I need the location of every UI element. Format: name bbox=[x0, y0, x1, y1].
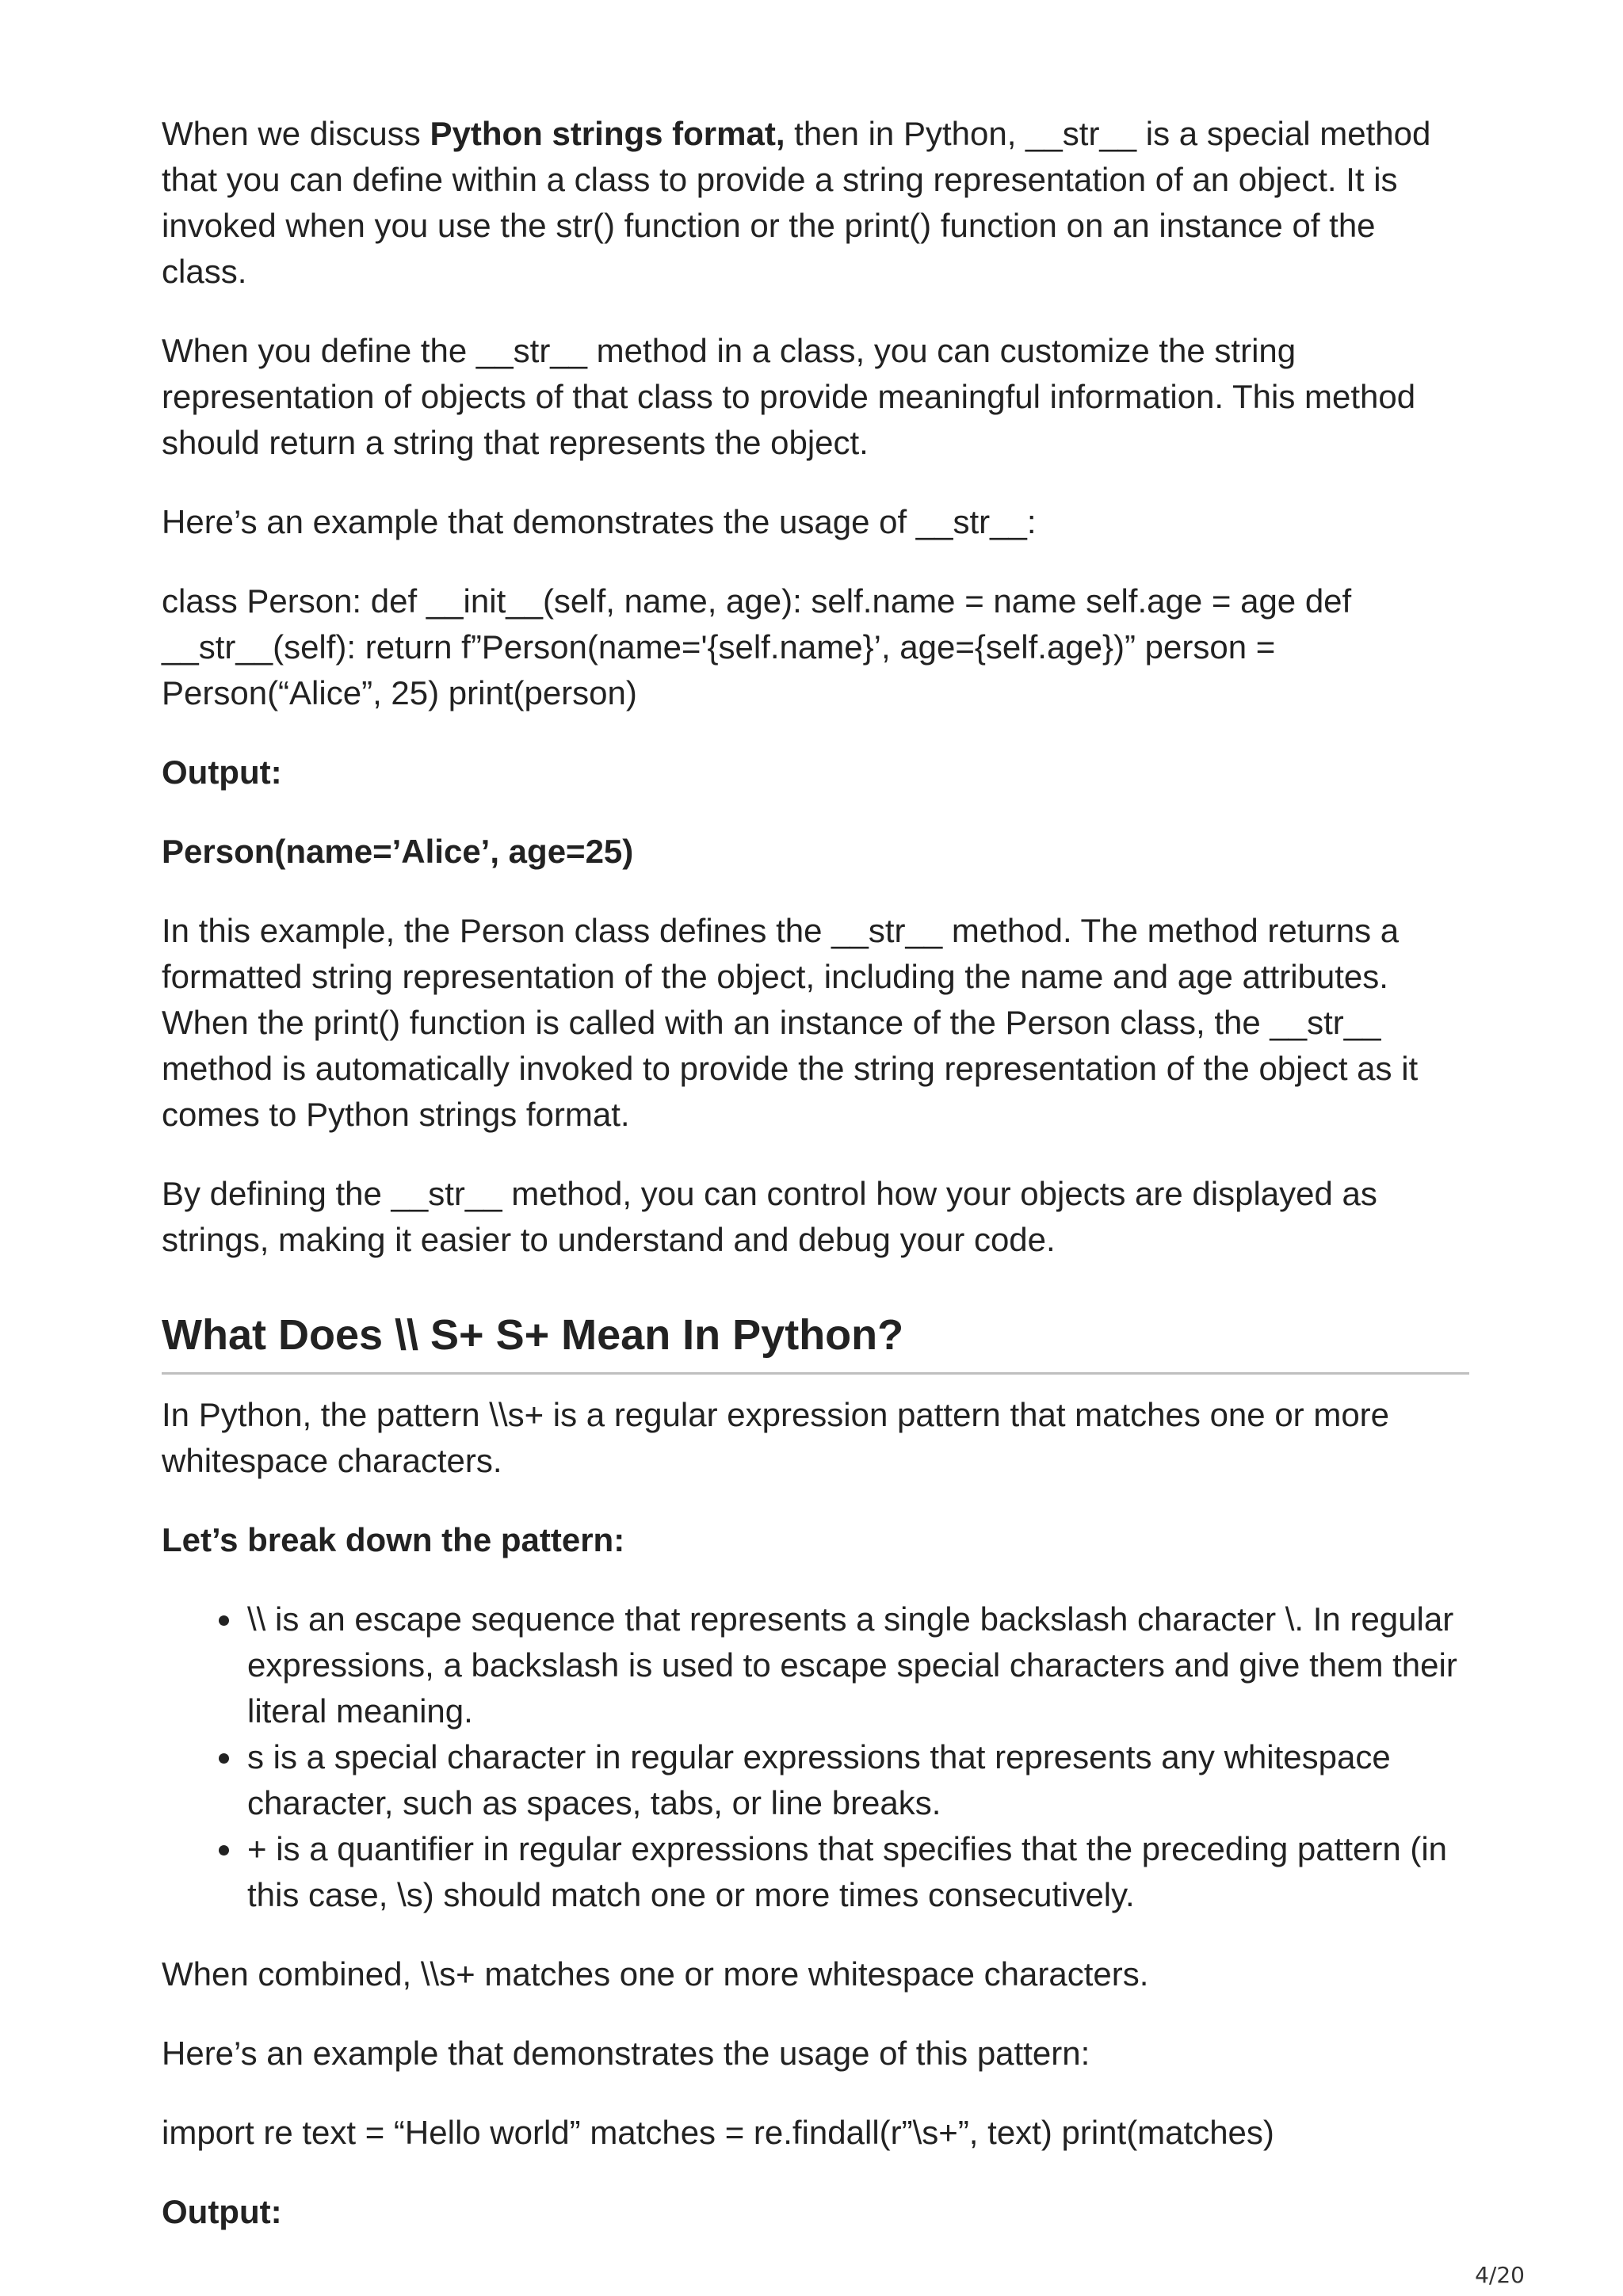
document-page bbox=[162, 111, 1469, 2268]
output-value: Person(name=’Alice’, age=25) bbox=[162, 833, 634, 870]
code-example-person: class Person: def __init__(self, name, age): self.name = name self.age = age def __str__(self): return f”Person(name='{self.name}’, age={self.age})” person = Person(“Alice”, 25) print(person) bbox=[162, 582, 1352, 711]
output-label: Output: bbox=[162, 753, 282, 791]
output-label-2: Output: bbox=[162, 2193, 282, 2230]
paragraph-summary: By defining the __str__ method, you can control how your objects are displayed as strings, making it easier to understand and debug your code. bbox=[162, 1175, 1377, 1258]
paragraph-example-intro: Here’s an example that demonstrates the usage of __str__: bbox=[162, 503, 1037, 540]
intro-bold-phrase: Python strings format, bbox=[430, 115, 785, 152]
paragraph-define-str: When you define the __str__ method in a class, you can customize the string representation of objects of that class to provide meaningful information. This method should return a string that represents the object. bbox=[162, 332, 1416, 461]
intro-text-start: When we discuss bbox=[162, 115, 430, 152]
paragraph-example-intro-2: Here’s an example that demonstrates the usage of this pattern: bbox=[162, 2035, 1090, 2072]
breakdown-label: Let’s break down the pattern: bbox=[162, 1521, 625, 1558]
paragraph-explanation: In this example, the Person class defines the __str__ method. The method returns a formatted string representation of the object, including the name and age attributes. When the print() function is called with an instance of the Person class, the __str__ method is automatically invoked to provide the string representation of the object as it comes to Python strings format. bbox=[162, 912, 1419, 1133]
intro-text-end: then in Python, __str__ is a special method that you can define within a class to provide a string representation of an object. It is invoked when you use the str() function or the print() function on an instance of the class. bbox=[162, 115, 1431, 290]
code-example-regex: import re text = “Hello world” matches = re.findall(r”\s+”, text) print(matches) bbox=[162, 2114, 1274, 2151]
page-number: 4/20 bbox=[1475, 2262, 1525, 2288]
paragraph-pattern-intro: In Python, the pattern \\s+ is a regular expression pattern that matches one or more whitespace characters. bbox=[162, 1396, 1390, 1479]
list-item: • \\ is an escape sequence that represents a single backslash character \. In regular expressions, a backslash is used to escape special characters and give them their literal meaning. bbox=[244, 1596, 1469, 1734]
list-item: • s is a special character in regular expressions that represents any whitespace character, such as spaces, tabs, or line breaks. bbox=[244, 1734, 1469, 1826]
paragraph-combined: When combined, \\s+ matches one or more whitespace characters. bbox=[162, 1955, 1149, 1993]
paragraph-intro bbox=[162, 111, 1469, 295]
pattern-breakdown-list bbox=[162, 1596, 1469, 1918]
section-heading: What Does \\ S+ S+ Mean In Python? bbox=[162, 1309, 1469, 1375]
list-item: • + is a quantifier in regular expressions that specifies that the preceding pattern (in this case, \s) should match one or more times consecutively. bbox=[244, 1826, 1469, 1918]
